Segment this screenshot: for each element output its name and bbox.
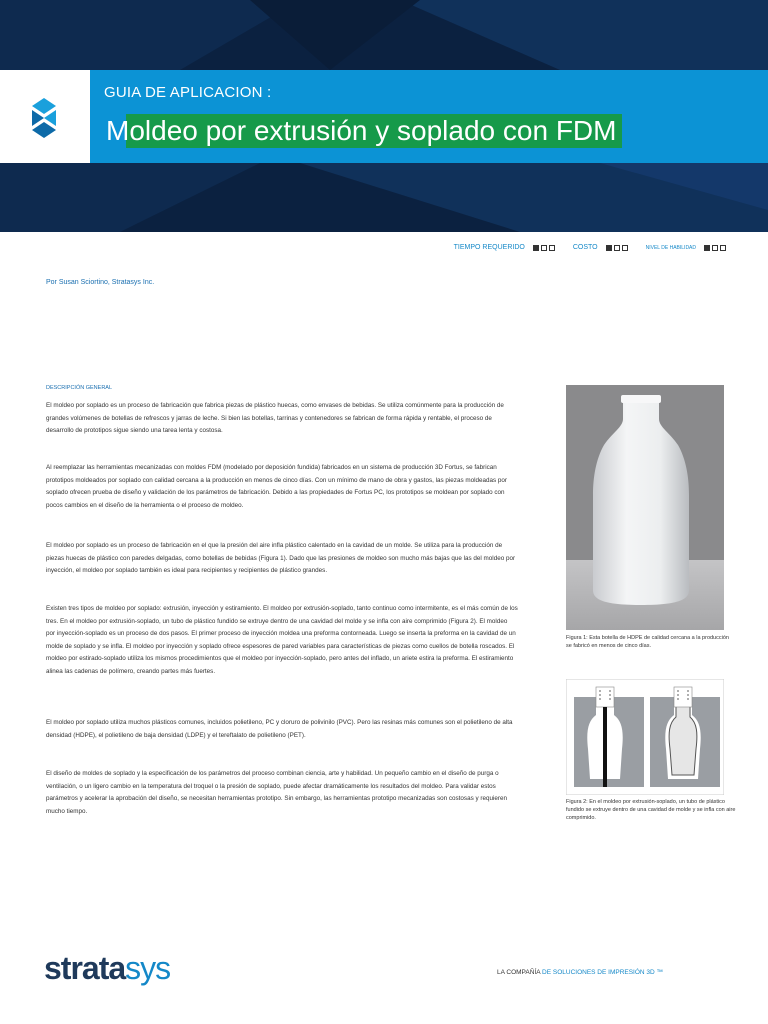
rating-cost <box>573 244 630 251</box>
tagline-rest: DE SOLUCIONES DE IMPRESIÓN 3D ™ <box>540 969 664 976</box>
guide-label: GUIA DE APLICACION : <box>104 84 272 101</box>
rating-time <box>454 244 557 251</box>
figure-bottle-photo <box>566 385 724 630</box>
rating-label: NIVEL DE HABILIDAD <box>645 244 696 251</box>
author-line: Por Susan Sciortino, Stratasys Inc. <box>46 279 155 286</box>
rating-label: TIEMPO REQUERIDO <box>453 244 525 251</box>
rating-square-filled <box>533 245 539 251</box>
rating-label: COSTO <box>572 244 598 251</box>
tagline-prefix: LA COMPAÑÍA <box>497 969 541 976</box>
figure-2-caption: Figura 2: En el moldeo por extrusión-soplado, un tubo de plástico fundido se extruye dentro de una cavidad de molde y se infla con aire comprimido. <box>566 799 736 821</box>
paragraph: El moldeo por soplado es un proceso de fabricación en el que la presión del aire infla plástico calentado en la cavidad de un molde. Se utiliza para la producción de piezas huecas de plástico con paredes delgadas, como botellas de bebidas (Figura 1). Dado que las presiones de moldeo son mucho más bajas que las del moldeo por inyección, el moldeo por soplado también es ideal para recipientes y recipientes de plástico grandes. <box>46 542 516 574</box>
paragraph: Existen tres tipos de moldeo por soplado: extrusión, inyección y estiramiento. El moldeo por extrusión-soplado, tanto continuo como intermitente, es el más común de los tres. En el moldeo por extrusión-soplado, un tubo de plástico fundido se extruye dentro de una cavidad del molde y se infla con aire comprimido (Figura 2). El moldeo por inyección-soplado es un proceso de dos pasos. El primer proceso de inyección moldea una preforma contorneada. Luego se inserta la preforma en la cavidad de un molde de soplado y se infla. El moldeo por inyección y soplado ofrece espesores de pared variables para características de piezas como cuellos de botella roscados. El moldeo por estirado-soplado utiliza los mismos procedimientos que el moldeo por inyección-soplado, pero antes del inflado, un ariete estira la preforma. El estiramiento alinea las cadenas de polímero, creando partes más fuertes. <box>46 605 518 675</box>
logo-box <box>0 70 90 163</box>
logo-text-accent: sys <box>125 950 171 986</box>
rating-square-empty <box>622 245 628 251</box>
title-bar <box>90 70 768 163</box>
page-title: Moldeo por extrusión y soplado con FDM <box>104 114 622 148</box>
rating-square-empty <box>720 245 726 251</box>
figure-1-caption: Figura 1: Esta botella de HDPE de calidad cercana a la producción se fabricó en menos de cinco días. <box>566 635 729 649</box>
ratings-row <box>438 244 728 251</box>
stratasys-mark-icon <box>0 70 90 163</box>
rating-square-empty <box>614 245 620 251</box>
rating-square-empty <box>549 245 555 251</box>
footer-tagline <box>497 969 663 976</box>
stratasys-logo <box>44 950 170 987</box>
paragraph: El diseño de moldes de soplado y la especificación de los parámetros del proceso combinan ciencia, arte y habilidad. Un pequeño cambio en el diseño de purga o ventilación, o un ligero cambio en la temperatura del troquel o la presión de soplado, puede afectar dramáticamente los resultados del moldeo. Para validar estos parámetros y acelerar la aprobación del diseño, se necesitan herramientas prototipo. Sin embargo, las herramientas prototipo mecanizadas son costosas y requieren mucho tiempo. <box>46 770 507 815</box>
rating-square-filled <box>606 245 612 251</box>
rating-square-filled <box>704 245 710 251</box>
bottle-image <box>566 385 724 630</box>
header-banner <box>0 0 768 232</box>
section-heading: DESCRIPCIÓN GENERAL <box>46 385 113 391</box>
paragraph: El moldeo por soplado es un proceso de fabricación que fabrica piezas de plástico huecas, como envases de bebidas. Se utiliza comúnmente para la producción de grandes volúmenes de botellas de refrescos y jarras de leche. Si bien las botellas, tarrinas y contenedores se fabrican de forma rápida y rentable, el proceso de desarrollo de prototipos sigue siendo una tarea lenta y costosa. <box>46 402 504 434</box>
rating-skill <box>646 245 728 251</box>
rating-square-empty <box>712 245 718 251</box>
figure-mold-diagram <box>566 679 724 795</box>
paragraph: El moldeo por soplado utiliza muchos plásticos comunes, incluidos polietileno, PC y cloruro de polivinilo (PVC). Pero las resinas más comunes son el polietileno de alta densidad (HDPE), el polietileno de baja densidad (LDPE) y el tereftalato de polietileno (PET). <box>46 719 513 739</box>
logo-text-main: strata <box>44 950 126 986</box>
paragraph: Al reemplazar las herramientas mecanizadas con moldes FDM (modelado por deposición fundida) fabricados en un sistema de producción 3D Fortus, se fabrican prototipos moldeados por soplado con calidad cercana a la producción en menos de cinco días. Con un mínimo de mano de obra y gastos, las piezas moldeadas por soplado ofrecen prueba de diseño y validación de los parámetros de fabricación. Debido a las propiedades de Fortus PC, los prototipos se moldean por soplado con pocos cambios en el diseño de la herramienta o el proceso de moldeo. <box>46 464 507 509</box>
mold-diagram <box>566 679 724 795</box>
rating-square-empty <box>541 245 547 251</box>
